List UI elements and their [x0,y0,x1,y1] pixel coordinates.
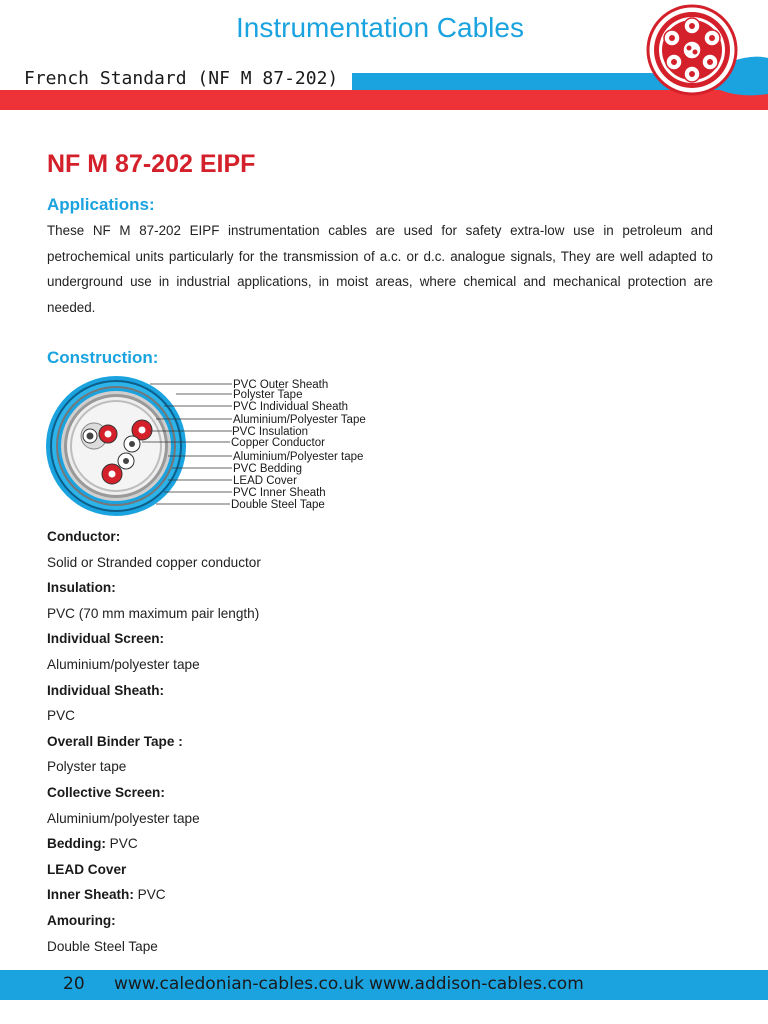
footer-bar [0,970,768,1000]
label-copper-conductor: Copper Conductor [231,437,325,449]
insulation-label: Insulation: [47,580,116,596]
individual-screen-value: Aluminium/polyester tape [47,656,200,672]
label-pvc-outer-sheath: PVC Outer Sheath [233,379,329,391]
label-pvc-insulation: PVC Insulation [232,426,309,438]
bedding-label: Bedding: [47,836,106,852]
label-pvc-bedding: PVC Bedding [233,463,303,475]
individual-sheath-value: PVC [47,708,75,724]
cable-logo-icon [646,4,738,96]
bedding-row [47,835,547,861]
cable-cross-section-diagram [44,374,404,516]
label-aluminium-polyester-tape: Aluminium/Polyester Tape [233,414,366,426]
label-pvc-individual-sheath: PVC Individual Sheath [233,401,349,413]
individual-sheath-label: Individual Sheath: [47,682,165,698]
label-polyster-tape: Polyster Tape [233,389,303,401]
construction-heading: Construction: [47,348,159,367]
conductor-value: Solid or Stranded copper conductor [47,554,261,570]
collective-screen-label: Collective Screen: [47,784,165,800]
collective-screen-value: Aluminium/polyester tape [47,810,200,826]
binder-tape-label: Overall Binder Tape : [47,733,183,749]
inner-sheath-row [47,886,547,912]
website-link-caledonian[interactable]: www.caledonian-cables.co.uk [114,974,364,994]
amouring-label: Amouring: [47,912,116,928]
bedding-value: PVC [105,836,138,852]
binder-tape-value: Polyster tape [47,759,127,775]
document-title: NF M 87-202 EIPF [47,150,256,178]
label-double-steel-tape: Double Steel Tape [231,499,325,511]
label-pvc-inner-sheath: PVC Inner Sheath [233,487,326,499]
lead-cover-label: LEAD Cover [47,861,127,877]
applications-heading: Applications: [47,195,155,214]
label-lead-cover: LEAD Cover [233,475,297,487]
header-subtitle: French Standard (NF M 87-202) [24,68,339,89]
insulation-value: PVC (70 mm maximum pair length) [47,605,260,621]
page-number: 20 [63,974,85,994]
specifications-list [47,528,547,963]
amouring-value: Double Steel Tape [47,938,158,954]
inner-sheath-label: Inner Sheath: [47,887,134,903]
website-link-addison[interactable]: www.addison-cables.com [369,974,584,994]
header-title: Instrumentation Cables [236,12,524,43]
conductor-label: Conductor: [47,529,121,544]
applications-text: These NF M 87-202 EIPF instrumentation cables are used for safety extra-low use in petroleum and petrochemical units particularly for the transmission of a.c. or d.c. analogue signals, They are well adapted to underground use in industrial applications, in moist areas, where chemical and mechanical protection are needed. [47,223,713,315]
individual-screen-label: Individual Screen: [47,631,165,647]
label-aluminium-polyester-tape-2: Aluminium/Polyester tape [233,451,364,463]
inner-sheath-value: PVC [133,887,166,903]
